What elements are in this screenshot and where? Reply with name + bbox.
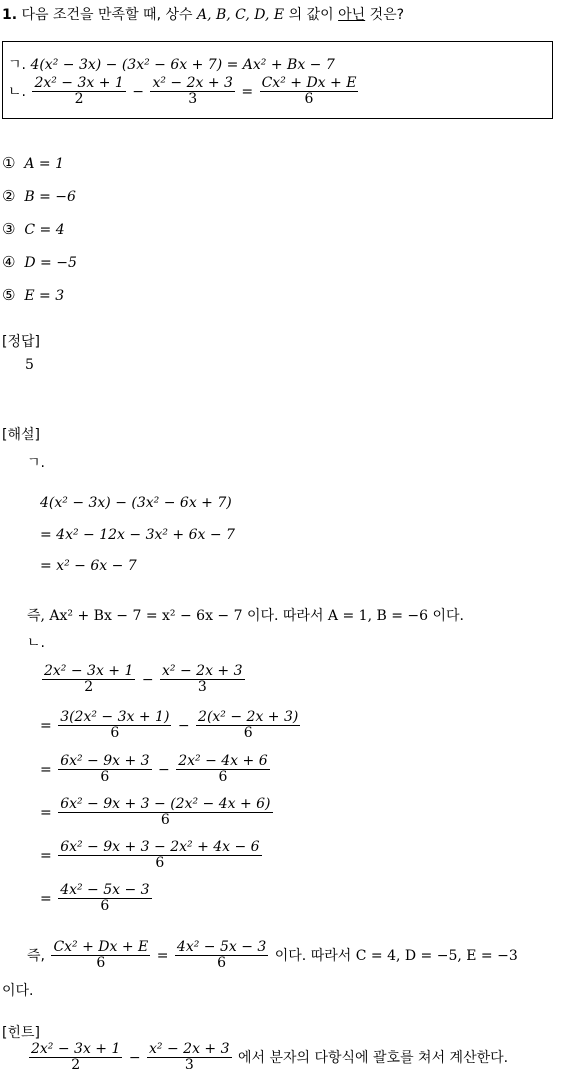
question-line [2,4,404,24]
question-text-after: 것은? [369,7,405,23]
question-text-mid: 의 값이 [288,7,334,23]
explanation-b-conclusion-end: 이다. [2,983,34,999]
hint-label: [힌트] [2,1025,40,1041]
choice-4[interactable]: ④ D = −5 [2,253,77,271]
explanation-b-step1: $\frac{\text{2x² − 3x + 1}}{2}$ − $\frac{\text{x² − 2x + 3}}{3}$ [44,663,243,696]
answer-label: [정답] [2,334,40,350]
explanation-a-line3: = x² − 6x − 7 [40,558,137,574]
condition-b-frac2: $\frac{\text{x² − 2x + 3}}{3}$ [152,75,233,108]
condition-b-label: ㄴ. [8,83,26,100]
hint-body: $\frac{\text{2x² − 3x + 1}}{2}$ − $\frac{\text{x² − 2x + 3}}{3}$ 에서 분자의 다항식에 괄호를 쳐서 계산한다. [31,1041,509,1074]
condition-a-expr: 4(x² − 3x) − (3x² − 6x + 7) = Ax² + Bx − 7 [30,57,335,73]
condition-b-frac3: $\frac{\text{Cx² + Dx + E}}{6}$ [261,75,357,108]
explanation-b-step5: = $\frac{\text{6x² − 9x + 3 − 2x² + 4x − 6}}{6}$ [40,839,260,872]
explanation-a-line2: = 4x² − 12x − 3x² + 6x − 7 [40,527,235,543]
explanation-label: [해설] [2,427,40,443]
answer-value: 5 [25,357,34,373]
question-number: 1. [2,7,18,23]
choice-2[interactable]: ② B = −6 [2,187,76,205]
explanation-b-step3: = $\frac{\text{6x² − 9x + 3}}{6}$ − $\frac{\text{2x² − 4x + 6}}{6}$ [40,753,268,786]
explanation-b-step6: = $\frac{\text{4x² − 5x − 3}}{6}$ [40,882,150,915]
hint-text: 에서 분자의 다항식에 괄호를 쳐서 계산한다. [237,1049,509,1066]
explanation-part-b-label: ㄴ. [27,635,45,651]
explanation-b-step4: = $\frac{\text{6x² − 9x + 3 − (2x² − 4x + 6)}}{6}$ [40,796,271,829]
condition-b-frac1: $\frac{\text{2x² − 3x + 1}}{2}$ [34,75,124,108]
explanation-a-conclusion: 즉, Ax² + Bx − 7 = x² − 6x − 7 이다. 따라서 A = 1, B = −6 이다. [27,608,464,624]
choice-1[interactable]: ① A = 1 [2,154,65,172]
question-constants: A, B, C, D, E [196,7,285,23]
explanation-a-line1: 4(x² − 3x) − (3x² − 6x + 7) [40,495,232,511]
question-underlined: 아닌 [338,7,366,23]
question-text-before: 다음 조건을 만족할 때, 상수 [21,7,193,23]
explanation-part-a-label: ㄱ. [27,455,45,471]
choice-3[interactable]: ③ C = 4 [2,220,65,238]
condition-a-label: ㄱ. [8,57,26,73]
explanation-b-step2: = $\frac{\text{3(2x² − 3x + 1)}}{6}$ − $\frac{\text{2(x² − 2x + 3)}}{6}$ [40,709,299,742]
condition-b: ㄴ. $\frac{\text{2x² − 3x + 1}}{2}$ − $\frac{\text{x² − 2x + 3}}{3}$ = $\frac{\text{Cx² + Dx + E}}{6}$ [8,75,357,108]
condition-a [8,54,335,74]
choice-5[interactable]: ⑤ E = 3 [2,286,65,304]
explanation-b-conclusion: 즉, $\frac{\text{Cx² + Dx + E}}{6}$ = $\frac{\text{4x² − 5x − 3}}{6}$ 이다. 따라서 C = 4, D = −5, E = −3 [27,939,518,972]
